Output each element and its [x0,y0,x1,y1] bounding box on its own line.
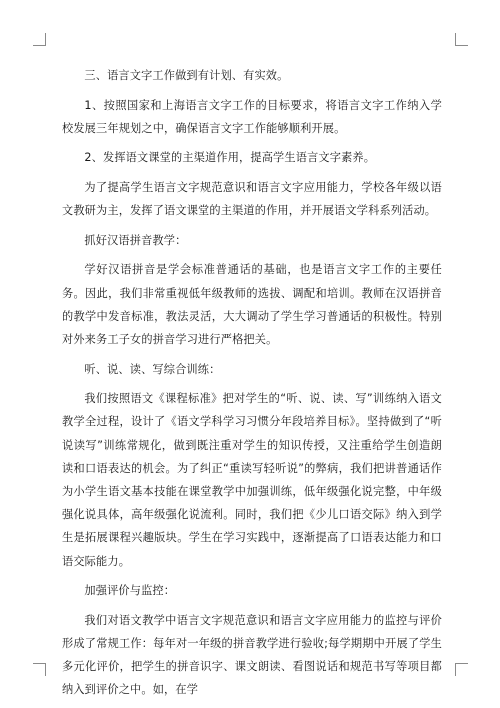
paragraph: 我们按照语文《课程标准》把对学生的“听、说、读、写”训练纳入语文教学全过程，设计了《语文学科学习习惯分年段培养目标》。坚持做到了“听说读写”训练常规化，做到既注重对学生的知识传授，又注重给学生创造朗读和口语表达的机会。为了纠正“重读写轻听说”的弊病，我们把讲普通话作为小学生语文基本技能在课堂教学中加强训练，低年级强化说完整，中年级强化说具体，高年级强化说流利。同时，我们把《少儿口语交际》纳入到学生是拓展课程兴趣版块。学生在学习实践中，逐渐提高了口语表达能力和口语交际能力。 [62,392,442,568]
document-body [62,64,442,708]
paragraph: 学好汉语拼音是学会标准普通话的基础，也是语言文字工作的主要任务。因此，我们非常重视低年级教师的选拔、调配和培训。教师在汉语拼音的教学中发音标准，教法灵活，大大调动了学生学习普通话的积极性。特别对外来务工子女的拼音学习进行严格把关。 [62,263,442,346]
subheading: 抓好汉语拼音教学： [84,233,187,247]
crop-mark-bottom-left [33,663,46,676]
crop-mark-bottom-right [455,663,468,676]
crop-mark-top-right [455,33,468,46]
section-heading: 三、语言文字工作做到有计划、有实效。 [84,69,289,82]
paragraph: 1、按照国家和上海语言文字工作的目标要求，将语言文字工作纳入学校发展三年规划之中，确保语言文字工作能够顺利开展。 [62,98,442,135]
crop-mark-top-left [33,33,46,46]
subheading: 加强评价与监控： [84,584,176,598]
paragraph: 2、发挥语文课堂的主渠道作用，提高学生语言文字素养。 [84,151,376,165]
subheading: 听、说、读、写综合训练： [84,362,221,376]
paragraph: 我们对语文教学中语言文字规范意识和语言文字应用能力的监控与评价形成了常规工作：每年对一年级的拼音教学进行验收;每学期期中开展了学生多元化评价，把学生的拼音识字、课文朗读、看图说话和规范书写等项目都纳入到评价之中。如，在学 [62,613,442,697]
paragraph: 为了提高学生语言文字规范意识和语言文字应用能力，学校各年级以语文教研为主，发挥了语文课堂的主渠道的作用，并开展语文学科系列活动。 [62,180,442,218]
